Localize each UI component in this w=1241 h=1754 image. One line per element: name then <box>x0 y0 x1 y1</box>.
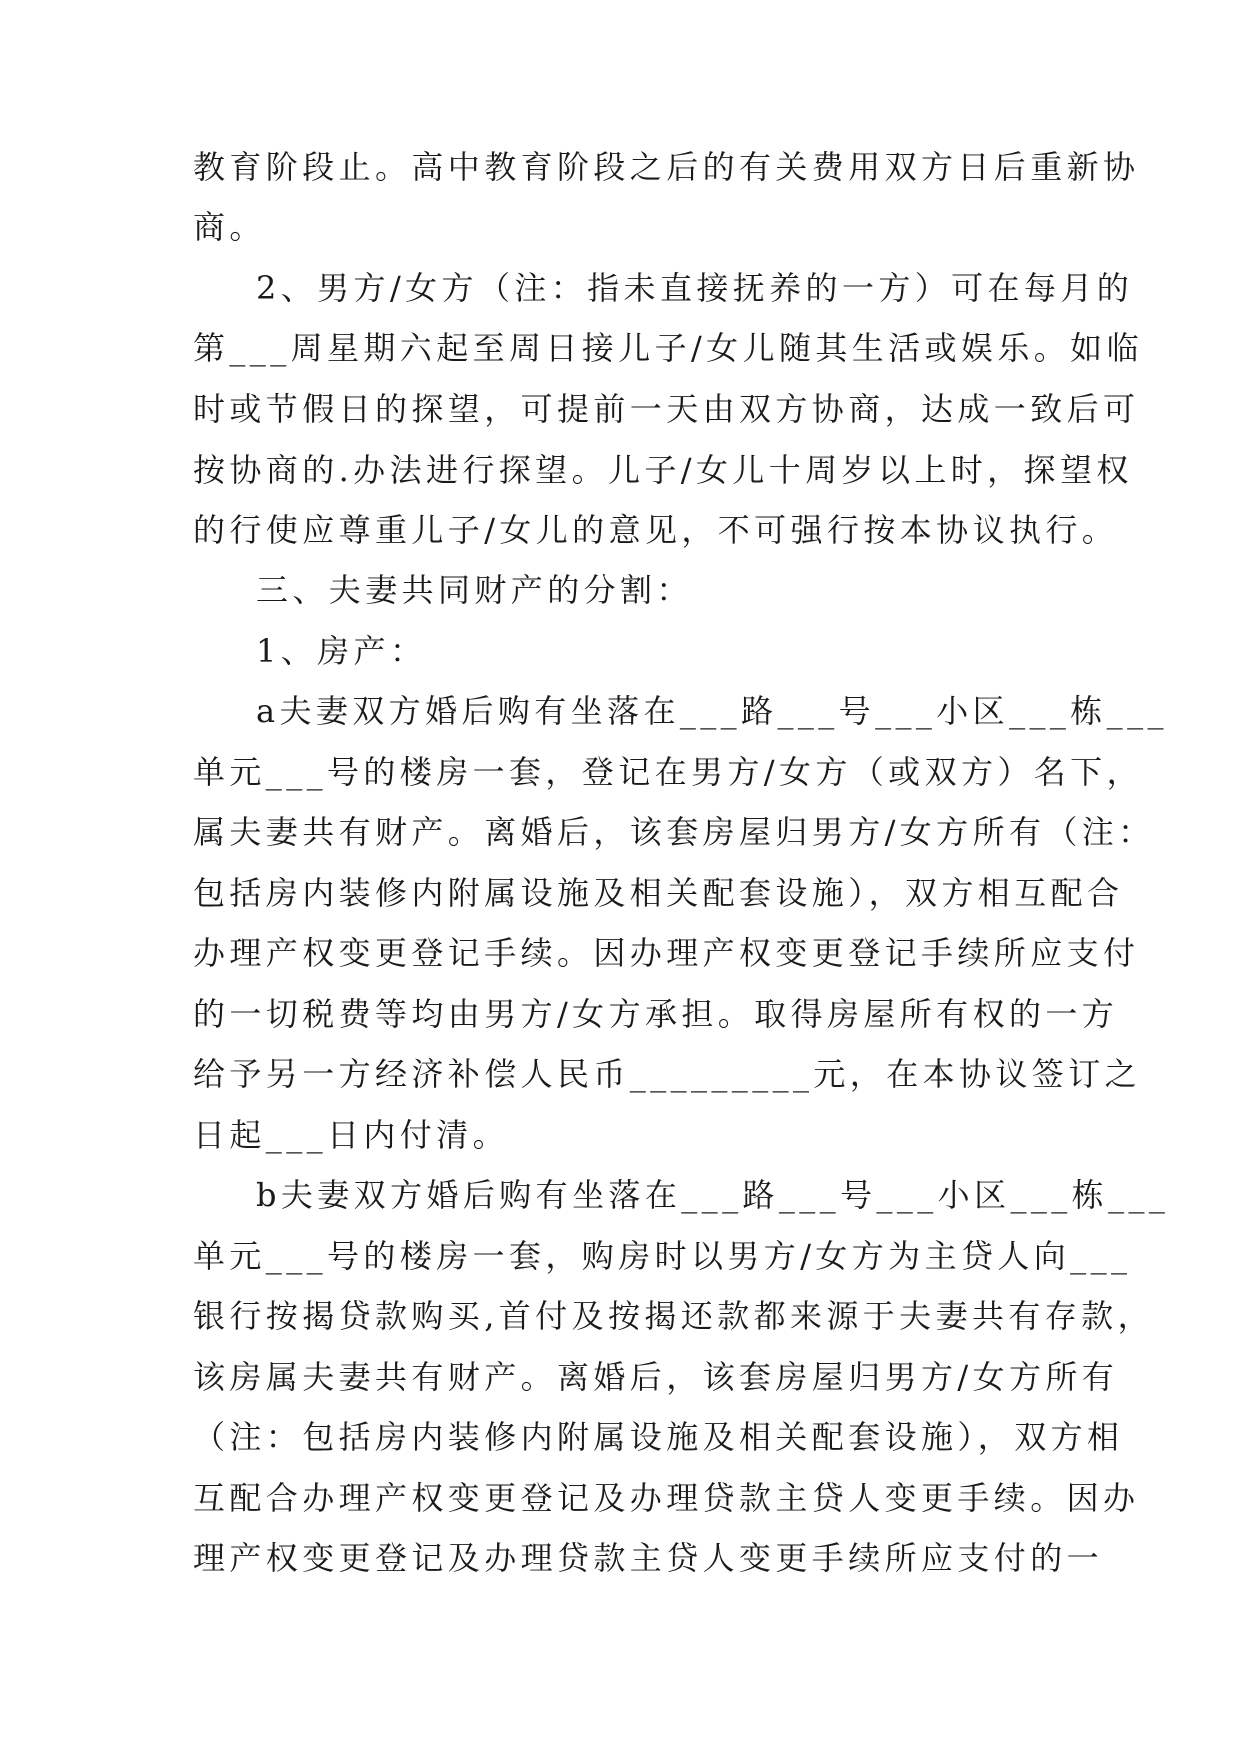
text-line: （注：包括房内装修内附属设施及相关配套设施），双方相 <box>193 1418 1124 1456</box>
text-line: a夫妻双方婚后购有坐落在___路___号___小区___栋___ <box>256 692 1168 730</box>
text-line: b夫妻双方婚后购有坐落在___路___号___小区___栋___ <box>256 1176 1170 1214</box>
subsection-heading: 1、房产： <box>256 632 427 670</box>
text-line: 2、男方/女方（注：指未直接抚养的一方）可在每月的 <box>256 269 1134 307</box>
text-line: 银行按揭贷款购买,首付及按揭还款都来源于夫妻共有存款， <box>193 1297 1154 1335</box>
text-line: 第___周星期六起至周日接儿子/女儿随其生活或娱乐。如临 <box>193 329 1143 367</box>
text-line: 日起___日内付清。 <box>193 1116 510 1154</box>
text-line: 的一切税费等均由男方/女方承担。取得房屋所有权的一方 <box>193 995 1119 1033</box>
text-line: 教育阶段止。高中教育阶段之后的有关费用双方日后重新协 <box>193 148 1140 186</box>
text-line: 的行使应尊重儿子/女儿的意见，不可强行按本协议执行。 <box>193 511 1119 549</box>
text-line: 时或节假日的探望，可提前一天由双方协商，达成一致后可 <box>193 390 1140 428</box>
text-line: 按协商的.办法进行探望。儿子/女儿十周岁以上时，探望权 <box>193 451 1133 489</box>
text-line: 互配合办理产权变更登记及办理贷款主贷人变更手续。因办 <box>193 1479 1140 1517</box>
text-line: 商。 <box>193 208 266 246</box>
text-line: 该房属夫妻共有财产。离婚后，该套房屋归男方/女方所有 <box>193 1358 1119 1396</box>
text-line: 单元___号的楼房一套，登记在男方/女方（或双方）名下， <box>193 753 1143 791</box>
text-line: 属夫妻共有财产。离婚后，该套房屋归男方/女方所有（注： <box>193 813 1155 851</box>
section-heading: 三、夫妻共同财产的分割： <box>256 571 693 609</box>
text-line: 办理产权变更登记手续。因办理产权变更登记手续所应支付 <box>193 934 1140 972</box>
text-line: 包括房内装修内附属设施及相关配套设施），双方相互配合 <box>193 874 1124 912</box>
text-line: 理产权变更登记及办理贷款主贷人变更手续所应支付的一 <box>193 1539 1104 1577</box>
text-line: 单元___号的楼房一套，购房时以男方/女方为主贷人向___ <box>193 1237 1132 1275</box>
text-line: 给予另一方经济补偿人民币_________元，在本协议签订之 <box>193 1055 1142 1093</box>
